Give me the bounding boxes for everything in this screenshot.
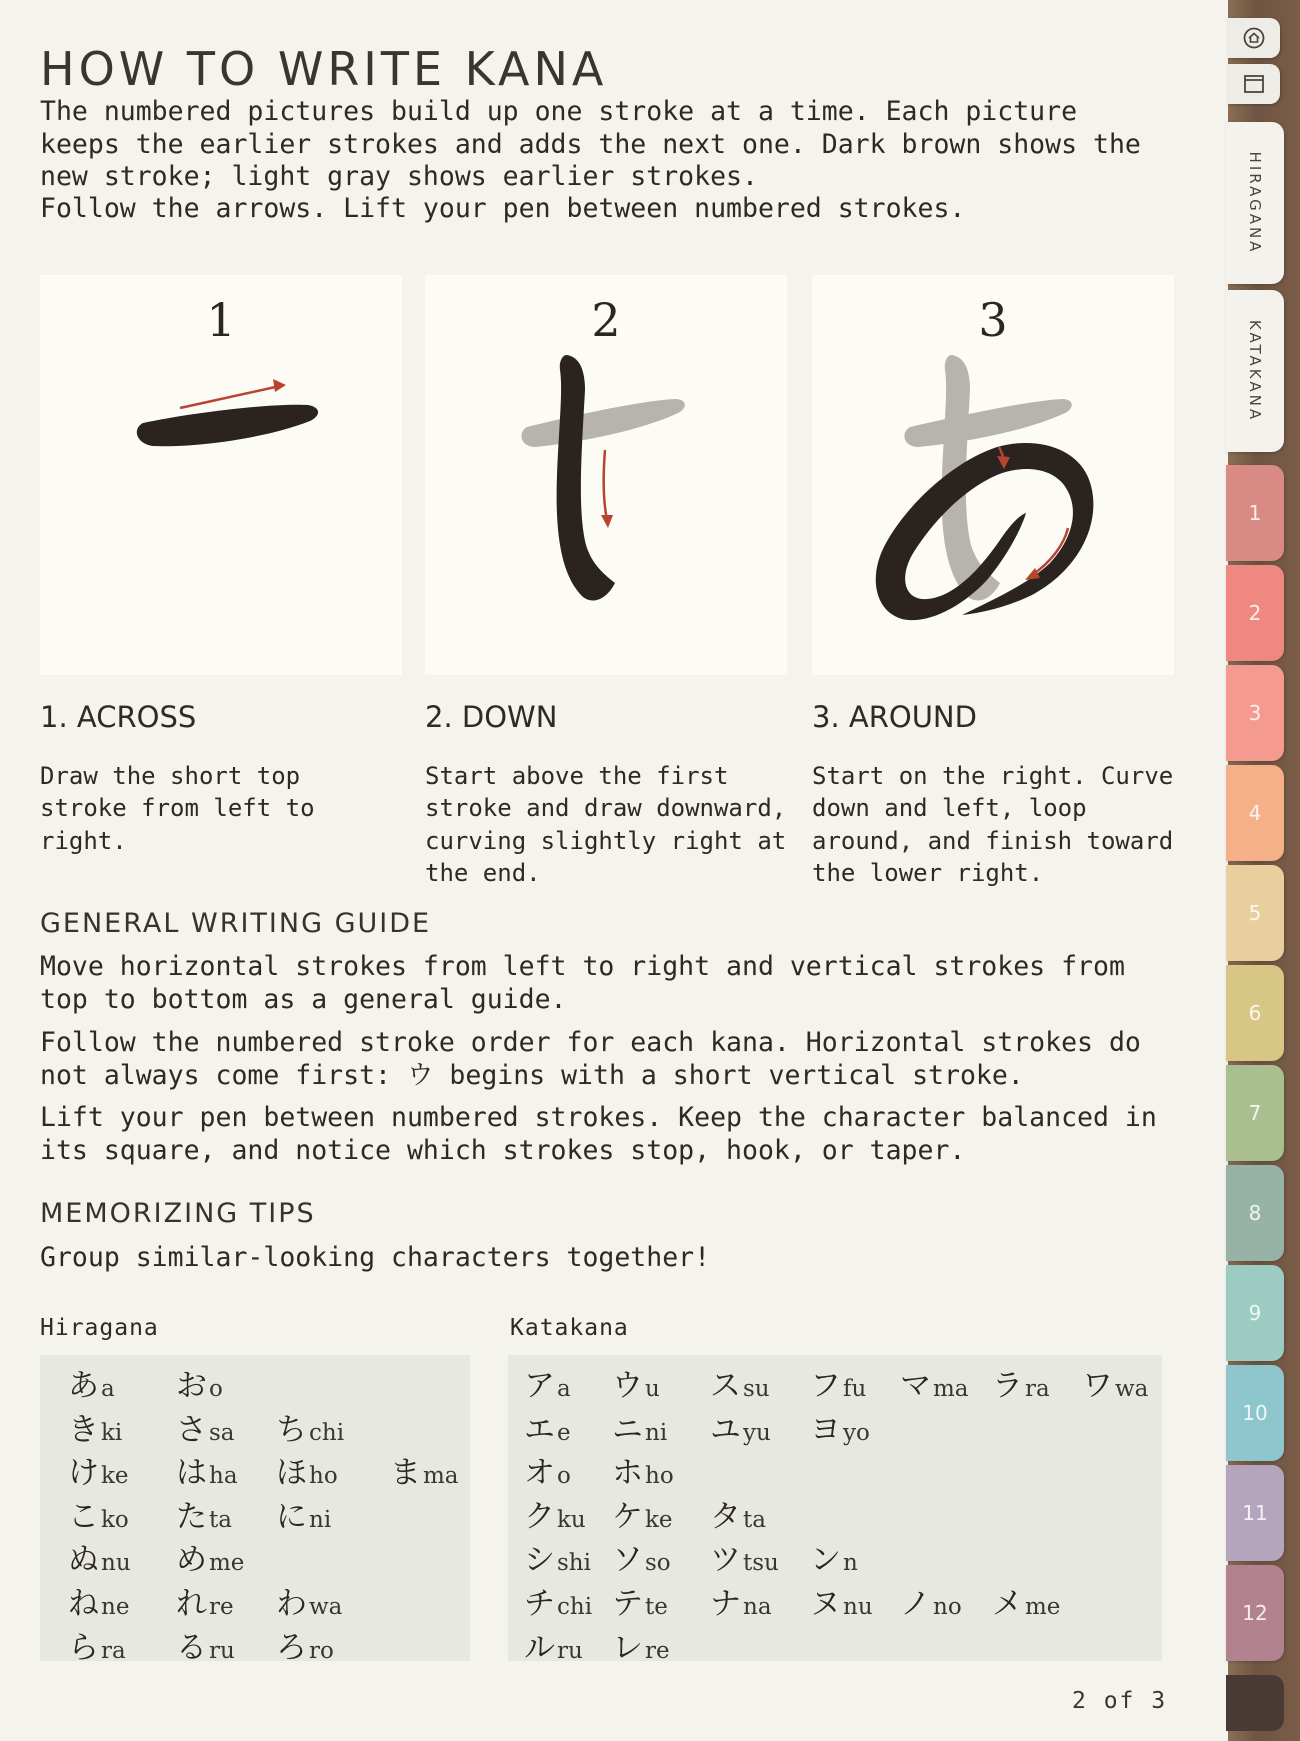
kana-glyph: ま	[390, 1455, 421, 1492]
tab-number-label: 10	[1242, 1401, 1268, 1425]
katakana-kana-su	[710, 1368, 770, 1404]
step-title-3: 3. AROUND	[812, 700, 977, 734]
hiragana-kana-chi	[276, 1411, 345, 1448]
katakana-kana-ru	[524, 1629, 583, 1666]
hiragana-kana-ki	[68, 1411, 123, 1448]
stroke-number-3: 3	[978, 293, 1008, 347]
hiragana-table	[40, 1355, 470, 1666]
hiragana-kana-sa	[176, 1411, 235, 1448]
kana-romaji: ma	[423, 1463, 459, 1490]
kana-romaji: ko	[101, 1506, 129, 1533]
step-title-2: 2. DOWN	[425, 700, 558, 734]
kana-romaji: a	[101, 1376, 115, 1402]
kana-glyph: ろ	[276, 1629, 307, 1666]
katakana-kana-ni	[612, 1411, 668, 1448]
kana-glyph: さ	[176, 1411, 207, 1448]
kana-romaji: ru	[209, 1637, 235, 1664]
kana-glyph: ユ	[710, 1411, 741, 1448]
kana-romaji: chi	[309, 1419, 345, 1446]
tab-number-label: 4	[1248, 801, 1262, 825]
kana-glyph: わ	[276, 1586, 307, 1622]
katakana-kana-ho	[612, 1455, 674, 1492]
kana-romaji: fu	[843, 1376, 867, 1402]
kana-glyph: タ	[710, 1498, 741, 1535]
kana-romaji: ro	[309, 1637, 334, 1664]
katakana-kana-yu	[710, 1411, 771, 1448]
hiragana-kana-wa	[276, 1586, 343, 1622]
kana-romaji: sa	[209, 1419, 235, 1446]
katakana-kana-re	[612, 1629, 670, 1666]
kana-romaji: su	[743, 1376, 770, 1402]
katakana-kana-a	[524, 1368, 571, 1404]
katakana-kana-ta	[710, 1498, 766, 1535]
katakana-kana-o	[524, 1455, 571, 1492]
page-indicator: 2 of 3	[1072, 1688, 1168, 1714]
katakana-kana-ke	[612, 1498, 673, 1535]
kana-romaji: ha	[209, 1463, 238, 1490]
kana-romaji: wa	[309, 1594, 343, 1620]
kana-glyph: ソ	[612, 1542, 643, 1579]
kana-romaji: o	[209, 1376, 223, 1402]
arrow-2	[604, 450, 607, 520]
kana-romaji: yu	[743, 1419, 771, 1446]
katakana-kana-na	[710, 1586, 772, 1622]
stroke-panel-2	[425, 275, 787, 675]
kana-romaji: so	[645, 1550, 671, 1577]
page-title: HOW TO WRITE KANA	[40, 42, 608, 96]
katakana-kana-tsu	[710, 1542, 779, 1579]
kana-glyph: ヨ	[810, 1411, 841, 1448]
step-desc-3: Start on the right. Curve down and left, loop around, and finish toward the lower right.	[812, 762, 1174, 887]
kana-romaji: o	[557, 1463, 571, 1490]
kana-glyph: テ	[612, 1586, 643, 1622]
tips-heading: MEMORIZING TIPS	[40, 1198, 316, 1229]
hiragana-kana-ne	[68, 1586, 130, 1622]
kana-romaji: ho	[309, 1463, 338, 1490]
stroke-3-illustration	[812, 275, 1174, 675]
katakana-kana-me	[992, 1586, 1061, 1622]
hiragana-kana-ro	[276, 1629, 334, 1666]
hiragana-kana-ha	[176, 1455, 238, 1492]
hiragana-kana-ru	[176, 1629, 235, 1666]
kana-romaji: wa	[1115, 1376, 1149, 1402]
katakana-kana-nu	[810, 1586, 873, 1622]
hiragana-kana-ke	[68, 1455, 129, 1492]
tab-4[interactable]	[1226, 765, 1284, 861]
kana-romaji: ho	[645, 1463, 674, 1490]
kana-glyph: き	[68, 1411, 99, 1448]
katakana-kana-n	[810, 1542, 858, 1579]
kana-glyph: チ	[524, 1586, 555, 1622]
kana-romaji: ku	[557, 1506, 586, 1533]
kana-romaji: me	[1025, 1594, 1061, 1620]
tips-text: Group similar-looking characters together!	[40, 1242, 711, 1273]
kana-glyph: ア	[524, 1368, 555, 1404]
tab-5[interactable]	[1226, 865, 1284, 961]
kana-glyph: ニ	[612, 1411, 643, 1448]
kana-glyph: ヌ	[810, 1586, 841, 1622]
guide-heading: GENERAL WRITING GUIDE	[40, 908, 432, 939]
kana-glyph: レ	[612, 1629, 643, 1666]
kana-romaji: ma	[933, 1376, 969, 1402]
katakana-kana-fu	[810, 1368, 867, 1404]
katakana-kana-chi	[524, 1586, 593, 1622]
kana-glyph: ち	[276, 1411, 307, 1448]
tab-number-label: 5	[1248, 901, 1262, 925]
tab-katakana-label: KATAKANA	[1246, 319, 1264, 423]
kana-glyph: ワ	[1082, 1368, 1113, 1404]
kana-glyph: シ	[524, 1542, 555, 1579]
hiragana-kana-ma	[390, 1455, 459, 1492]
kana-glyph: ホ	[612, 1455, 643, 1492]
kana-glyph: め	[176, 1542, 207, 1579]
kana-glyph: ナ	[710, 1586, 741, 1622]
hiragana-kana-ni	[276, 1498, 332, 1535]
tab-number-label: 2	[1248, 601, 1262, 625]
kana-romaji: ni	[309, 1506, 332, 1533]
step-desc-2: Start above the first stroke and draw downward, curving slightly right at the end.	[425, 762, 787, 887]
guide-paragraph-2: Follow the numbered stroke order for each kana. Horizontal strokes do not always come first: ウ begins with a short vertical stroke.	[40, 1027, 1141, 1091]
step-desc-1: Draw the short top stroke from left to right.	[40, 762, 315, 855]
tab-number-label: 3	[1248, 701, 1262, 725]
kana-glyph: あ	[68, 1368, 99, 1404]
kana-romaji: a	[557, 1376, 571, 1402]
tab-6[interactable]	[1226, 965, 1284, 1061]
guide-paragraph-3: Lift your pen between numbered strokes. Keep the character balanced in its square, and notice which strokes stop, hook, or taper.	[40, 1102, 1157, 1166]
kana-romaji: te	[645, 1594, 668, 1620]
kana-glyph: ね	[68, 1586, 99, 1622]
kana-glyph: ケ	[612, 1498, 643, 1535]
stroke-1-illustration	[40, 275, 402, 675]
tab-number-label: 11	[1242, 1501, 1268, 1525]
kana-romaji: ke	[645, 1506, 673, 1533]
kana-glyph: た	[176, 1498, 207, 1535]
kana-glyph: ラ	[992, 1368, 1023, 1404]
kana-romaji: ta	[209, 1506, 232, 1533]
page-icon	[1243, 73, 1265, 95]
tab-number-label: 12	[1242, 1601, 1268, 1625]
kana-romaji: e	[557, 1419, 571, 1446]
katakana-kana-u	[612, 1368, 660, 1404]
home-button[interactable]	[1228, 18, 1280, 58]
kana-romaji: ru	[557, 1637, 583, 1664]
kana-romaji: shi	[557, 1550, 591, 1577]
tab-number-label: 9	[1248, 1301, 1262, 1325]
kana-glyph: ツ	[710, 1542, 741, 1579]
kana-glyph: フ	[810, 1368, 841, 1404]
tab-2[interactable]	[1226, 565, 1284, 661]
kana-glyph: れ	[176, 1586, 207, 1622]
hiragana-label: Hiragana	[40, 1315, 159, 1341]
kana-romaji: na	[743, 1594, 772, 1620]
kana-glyph: ル	[524, 1629, 555, 1666]
kana-romaji: ke	[101, 1463, 129, 1490]
kana-glyph: ら	[68, 1629, 99, 1666]
kana-glyph: エ	[524, 1411, 555, 1448]
katakana-kana-ma	[900, 1368, 969, 1404]
stroke-panel-3	[812, 275, 1174, 675]
tab-11[interactable]	[1226, 1465, 1284, 1561]
kana-romaji: tsu	[743, 1550, 779, 1577]
kana-glyph: ノ	[900, 1586, 931, 1622]
stroke-number-2: 2	[591, 293, 621, 347]
kana-glyph: ク	[524, 1498, 555, 1535]
katakana-kana-te	[612, 1586, 668, 1622]
kana-romaji: u	[645, 1376, 660, 1402]
kana-romaji: n	[843, 1550, 858, 1577]
earlier-stroke-1	[521, 399, 684, 447]
kana-glyph: ス	[710, 1368, 741, 1404]
kana-glyph: マ	[900, 1368, 931, 1404]
hiragana-kana-ta	[176, 1498, 232, 1535]
katakana-kana-ra	[992, 1368, 1050, 1404]
stroke-2-illustration	[425, 275, 787, 675]
home-icon	[1243, 27, 1265, 49]
hiragana-kana-ho	[276, 1455, 338, 1492]
katakana-label: Katakana	[510, 1315, 629, 1341]
intro-instruction: Follow the arrows. Lift your pen between numbered strokes.	[40, 193, 966, 224]
tab-number-label: 1	[1248, 501, 1262, 525]
tab-8[interactable]	[1226, 1165, 1284, 1261]
tab-number-label: 6	[1248, 1001, 1262, 1025]
kana-glyph: は	[176, 1455, 207, 1492]
stroke-1-path	[137, 405, 318, 446]
hiragana-kana-ra	[68, 1629, 126, 1666]
kana-romaji: nu	[101, 1550, 131, 1577]
hiragana-kana-ko	[68, 1498, 129, 1535]
kana-romaji: ki	[101, 1419, 123, 1446]
katakana-kana-so	[612, 1542, 671, 1579]
hiragana-kana-me	[176, 1542, 245, 1579]
kana-glyph: け	[68, 1455, 99, 1492]
kana-glyph: オ	[524, 1455, 555, 1492]
kana-romaji: chi	[557, 1594, 593, 1620]
kana-romaji: re	[645, 1637, 670, 1664]
arrow-1	[180, 386, 280, 408]
tab-hiragana-label: HIRAGANA	[1246, 151, 1264, 255]
kana-glyph: こ	[68, 1498, 99, 1535]
kana-glyph: ほ	[276, 1455, 307, 1492]
kana-romaji: re	[209, 1594, 234, 1620]
tab-7[interactable]	[1226, 1065, 1284, 1161]
tab-end[interactable]	[1226, 1675, 1284, 1731]
kana-romaji: yo	[843, 1419, 870, 1446]
hiragana-kana-re	[176, 1586, 234, 1622]
kana-romaji: nu	[843, 1594, 873, 1620]
kana-romaji: ra	[1025, 1376, 1050, 1402]
katakana-table	[508, 1355, 1162, 1666]
kana-romaji: no	[933, 1594, 962, 1620]
hiragana-kana-a	[68, 1368, 115, 1404]
guide-paragraph-1: Move horizontal strokes from left to right and vertical strokes from top to bottom as a general guide.	[40, 951, 1125, 1015]
kana-romaji: ra	[101, 1637, 126, 1664]
stroke-2-path	[557, 355, 615, 601]
tab-10[interactable]	[1226, 1365, 1284, 1461]
tab-12[interactable]	[1226, 1565, 1284, 1661]
step-title-1: 1. ACROSS	[40, 700, 197, 734]
intro-paragraph: The numbered pictures build up one stroke at a time. Each picture keeps the earlier strokes and adds the next one. Dark brown shows the new stroke; light gray shows earlier strokes.	[40, 96, 1141, 192]
kana-glyph: ウ	[612, 1368, 643, 1404]
stroke-panel-1	[40, 275, 402, 675]
stroke-number-1: 1	[206, 293, 236, 347]
hiragana-kana-nu	[68, 1542, 131, 1579]
hiragana-kana-o	[176, 1368, 223, 1404]
katakana-kana-yo	[810, 1411, 870, 1448]
kana-romaji: ta	[743, 1506, 766, 1533]
tab-9[interactable]	[1226, 1265, 1284, 1361]
kana-glyph: に	[276, 1498, 307, 1535]
kana-romaji: ni	[645, 1419, 668, 1446]
kana-glyph: ン	[810, 1542, 841, 1579]
katakana-kana-ku	[524, 1498, 586, 1535]
kana-romaji: ne	[101, 1594, 130, 1620]
tab-number-label: 7	[1248, 1101, 1262, 1125]
katakana-kana-e	[524, 1411, 571, 1448]
tab-hiragana[interactable]	[1226, 122, 1284, 284]
katakana-kana-no	[900, 1586, 962, 1622]
kana-glyph: お	[176, 1368, 207, 1404]
katakana-kana-wa	[1082, 1368, 1149, 1404]
kana-glyph: る	[176, 1629, 207, 1666]
tab-number-label: 8	[1248, 1201, 1262, 1225]
kana-glyph: メ	[992, 1586, 1023, 1622]
katakana-kana-shi	[524, 1542, 591, 1579]
tab-3[interactable]	[1226, 665, 1284, 761]
page-view-button[interactable]	[1228, 64, 1280, 104]
kana-romaji: me	[209, 1550, 245, 1577]
tab-katakana[interactable]	[1226, 290, 1284, 452]
tab-1[interactable]	[1226, 465, 1284, 561]
earlier-stroke-1	[904, 399, 1071, 447]
kana-glyph: ぬ	[68, 1542, 99, 1579]
